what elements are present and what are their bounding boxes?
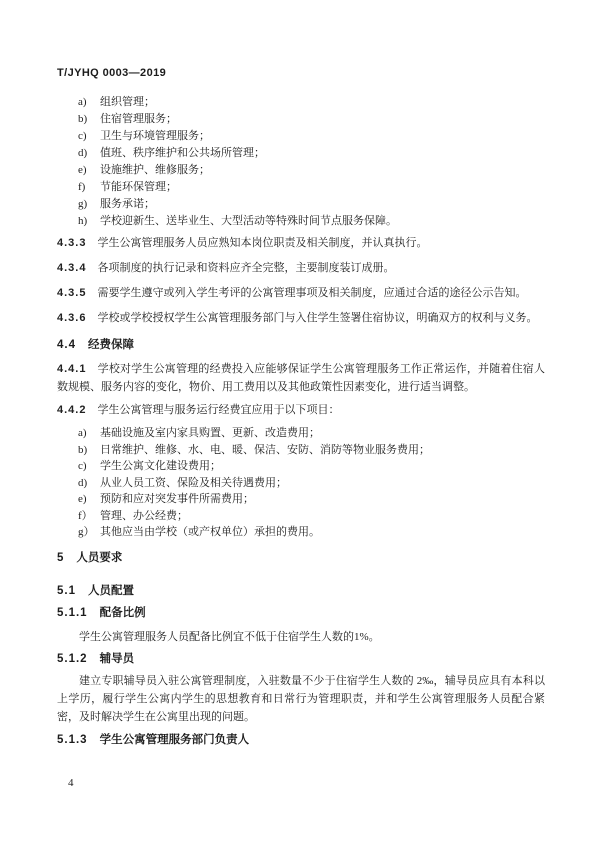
list-marker: f)	[78, 181, 86, 193]
list-marker: h)	[78, 215, 88, 227]
clause-text: 学生公寓管理与服务运行经费宜应用于以下项目：	[97, 404, 340, 416]
list-item-text: 组织管理；	[100, 96, 155, 108]
list-item-text: 卫生与环境管理服务；	[100, 130, 210, 142]
list-item-text: 值班、秩序维护和公共场所管理；	[100, 147, 265, 159]
list-marker: c)	[78, 130, 87, 142]
clause-number: 4.4.1	[57, 363, 87, 375]
list-marker: g）	[78, 526, 95, 538]
section-number: 5.1.2	[57, 652, 88, 665]
list-item-text: 住宿管理服务；	[100, 113, 177, 125]
list-marker: e)	[78, 164, 87, 176]
clause-4-3-6	[57, 310, 545, 327]
section-heading-5	[57, 550, 545, 566]
list-item-text: 学校迎新生、送毕业生、大型活动等特殊时间节点服务保障。	[100, 215, 397, 227]
list-marker: e)	[78, 493, 87, 505]
list-item-text: 管理、办公经费；	[100, 509, 188, 522]
list-item-text: 其他应当由学校（或产权单位）承担的费用。	[100, 526, 320, 538]
list-item	[57, 162, 545, 179]
list-item-text: 预防和应对突发事件所需费用；	[100, 493, 254, 505]
list-item	[57, 145, 545, 162]
clause-text: 需要学生遵守或列入学生考评的公寓管理事项及相关制度，应通过合适的途径公示告知。	[97, 287, 527, 299]
section-number: 5.1.3	[57, 733, 88, 746]
list-item-text: 节能环保管理；	[100, 181, 177, 193]
funding-items-list	[57, 425, 545, 541]
list-item	[57, 508, 545, 525]
list-item	[57, 458, 545, 475]
list-marker: a)	[78, 427, 87, 439]
list-marker: a)	[78, 96, 87, 108]
list-item-text: 日常维护、维修、水、电、暖、保洁、安防、消防等物业服务费用；	[100, 443, 430, 456]
list-marker: g)	[78, 198, 88, 210]
list-item	[57, 442, 545, 459]
section-heading-5-1-3	[57, 732, 545, 748]
clause-number: 4.3.6	[57, 312, 87, 324]
list-item	[57, 196, 545, 213]
clause-number: 4.3.3	[57, 237, 87, 249]
list-item-text: 从业人员工资、保险及相关待遇费用；	[100, 476, 287, 489]
page-number: 4	[68, 777, 74, 789]
list-item	[57, 524, 545, 541]
section-title: 人员要求	[76, 551, 123, 564]
list-marker: d)	[78, 147, 88, 159]
section-heading-5-1-2	[57, 651, 545, 667]
list-marker: b)	[78, 113, 88, 125]
section-heading-5-1	[57, 583, 545, 599]
clause-number: 4.3.5	[57, 287, 87, 299]
clause-4-3-5	[57, 285, 545, 302]
paragraph-5-1-1: 学生公寓管理服务人员配备比例宜不低于住宿学生人数的1%。	[79, 630, 380, 643]
list-marker: d)	[78, 476, 88, 489]
list-item	[57, 111, 545, 128]
section-heading-4-4	[57, 337, 545, 353]
section-number: 5	[57, 551, 65, 564]
clause-text: 学校或学校授权学生公寓管理服务部门与入住学生签署住宿协议，明确双方的权利与义务。	[97, 312, 538, 324]
list-item-text: 学生公寓文化建设费用；	[100, 460, 221, 472]
section-number: 4.4	[57, 339, 76, 351]
list-item	[57, 213, 545, 230]
clause-4-4-2	[57, 402, 545, 419]
list-item	[57, 128, 545, 145]
section-title: 学生公寓管理服务部门负责人	[99, 733, 250, 746]
clause-text: 学校对学生公寓管理的经费投入应能够保证学生公寓管理服务工作正常运作，并随着住宿人数规模、服务内容的变化，物价、用工费用以及其他政策性因素变化，进行适当调整。	[57, 363, 545, 393]
list-item	[57, 425, 545, 442]
list-item	[57, 94, 545, 111]
list-marker: b)	[78, 443, 88, 456]
clause-4-4-1	[57, 361, 545, 396]
section-heading-5-1-1	[57, 605, 545, 621]
clause-4-3-4	[57, 260, 545, 277]
clause-text: 学生公寓管理服务人员应熟知本岗位职责及相关制度，并认真执行。	[97, 237, 428, 249]
list-marker: f）	[78, 509, 93, 522]
list-marker: c)	[78, 460, 87, 472]
management-service-list	[57, 94, 545, 230]
list-item-text: 服务承诺；	[100, 198, 155, 210]
section-title: 人员配置	[88, 584, 134, 597]
list-item-text: 基础设施及室内家具购置、更新、改造费用；	[100, 427, 320, 439]
section-number: 5.1.1	[57, 606, 88, 619]
clause-4-3-3	[57, 235, 545, 252]
clause-number: 4.4.2	[57, 404, 87, 416]
paragraph-5-1-2: 建立专职辅导员入驻公寓管理制度，入驻数量不少于住宿学生人数的 2‰，辅导员应具有本科以上学历，履行学生公寓内学生的思想教育和日常行为管理职责，并和学生公寓管理服务人员配合紧密，及时解决学生在公寓里出现的问题。	[57, 674, 545, 723]
clause-number: 4.3.4	[57, 262, 87, 274]
section-title: 经费保障	[88, 339, 134, 351]
list-item	[57, 475, 545, 492]
list-item	[57, 179, 545, 196]
clause-text: 各项制度的执行记录和资料应齐全完整，主要制度装订成册。	[97, 262, 395, 274]
list-item-text: 设施维护、维修服务；	[100, 164, 210, 176]
section-number: 5.1	[57, 584, 76, 597]
list-item	[57, 491, 545, 508]
standard-number-header: T/JYHQ 0003—2019	[57, 67, 167, 79]
section-title: 辅导员	[99, 652, 135, 665]
section-title: 配备比例	[99, 606, 146, 619]
